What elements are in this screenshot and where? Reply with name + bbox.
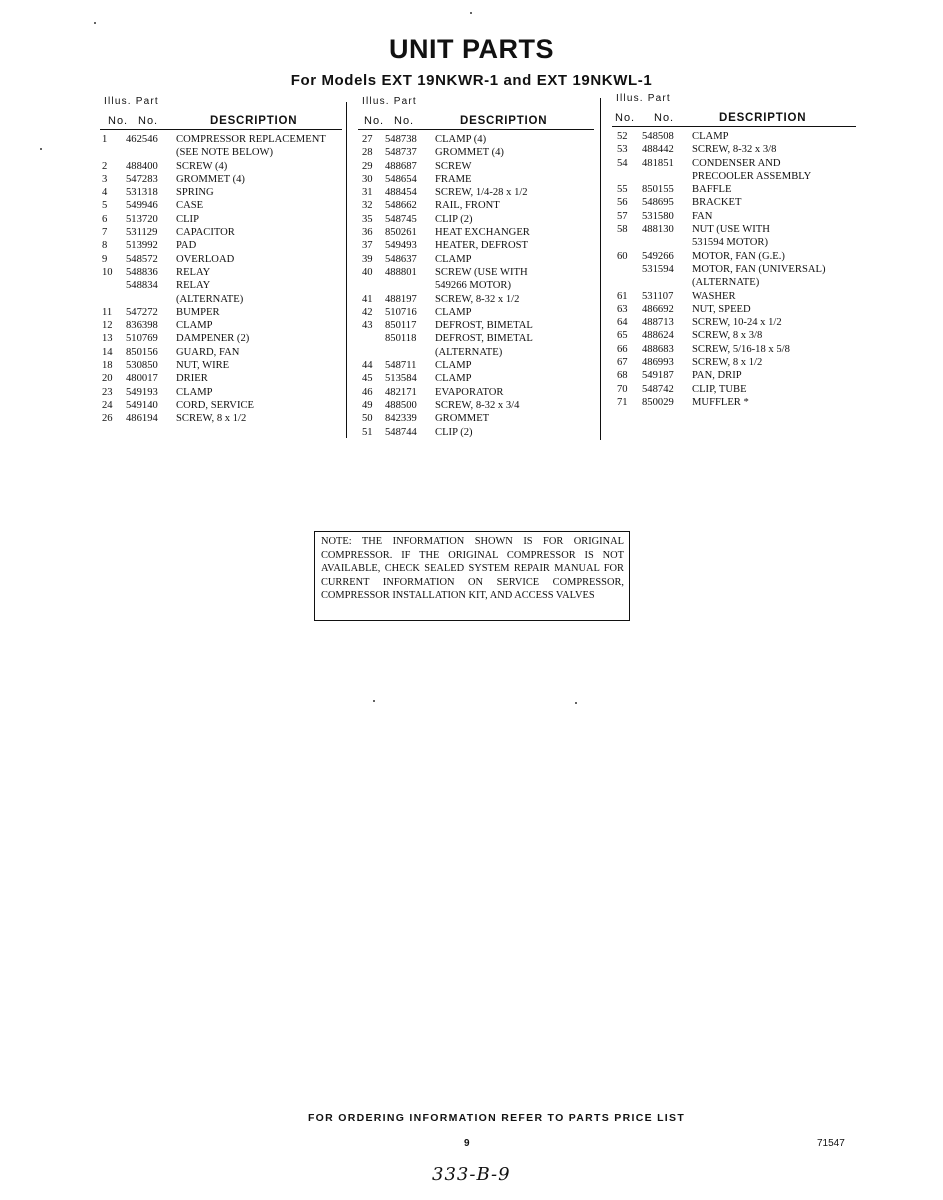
illus-number: 13 [102,333,113,345]
part-description: FRAME [435,173,472,185]
compressor-note-box: NOTE: THE INFORMATION SHOWN IS FOR ORIGINAL COMPRESSOR. IF THE ORIGINAL COMPRESSOR IS NOT AVAILABLE, CHECK SEALED SYSTEM REPAIR MANUAL FOR CURRENT INFORMATION ON SERVICE COMPRESSOR, COMPRESSOR INSTALLATION KIT, AND ACCESS VALVES [314,531,630,621]
column-header-illus-no: No. [615,112,636,124]
part-description: GROMMET (4) [435,147,504,159]
parts-row [358,239,594,252]
part-description: SCREW, 5/16-18 x 5/8 [692,343,790,355]
part-description: PRECOOLER ASSEMBLY [692,170,812,182]
part-number: 486993 [642,357,674,369]
part-description: COMPRESSOR REPLACEMENT [176,134,326,145]
part-number: 488801 [385,266,417,278]
part-number: 548745 [385,213,417,225]
ordering-footer: FOR ORDERING INFORMATION REFER TO PARTS PRICE LIST [307,1112,686,1124]
part-number: 548744 [385,426,417,438]
column-divider [346,102,347,438]
parts-row [612,316,856,329]
illus-number: 27 [362,134,373,145]
part-description: CONDENSER AND [692,157,781,169]
part-number: 513584 [385,373,417,385]
parts-row [100,146,342,159]
parts-row [612,170,856,183]
page-subtitle: For Models EXT 19NKWR-1 and EXT 19NKWL-1 [290,72,653,89]
part-description: MOTOR, FAN (G.E.) [692,250,785,262]
part-description: SCREW, 8 x 1/2 [692,357,763,369]
parts-row [358,306,594,319]
part-number: 531594 [642,263,674,275]
part-description: RAIL, FRONT [435,200,500,212]
parts-row [100,160,342,173]
parts-row [612,290,856,303]
parts-row [358,173,594,186]
illus-number: 7 [102,227,108,239]
part-number: 481851 [642,157,674,169]
part-description: SCREW, 8 x 3/8 [692,330,763,342]
parts-row [358,199,594,212]
column-header-description: DESCRIPTION [719,112,807,124]
part-number: 531129 [126,227,158,239]
parts-row [612,356,856,369]
parts-row [100,346,342,359]
illus-number: 43 [362,320,373,332]
illus-number: 10 [102,266,113,278]
part-description: MUFFLER * [692,396,749,408]
illus-number: 53 [617,144,628,156]
part-number: 488500 [385,399,417,411]
parts-row [612,236,856,249]
part-number: 488454 [385,187,417,199]
page-title: UNIT PARTS [389,34,554,64]
illus-number: 1 [102,134,108,145]
part-description: PAN, DRIP [692,370,742,382]
illus-number: 4 [102,187,108,199]
parts-row [100,372,342,385]
part-number: 513992 [126,240,158,252]
illus-number: 57 [617,210,628,222]
part-description: (ALTERNATE) [692,277,760,289]
part-description: BAFFLE [692,184,732,196]
part-description: CLIP [176,213,199,225]
part-number: 549140 [126,399,158,411]
part-description: CLAMP [435,373,472,385]
part-number: 486194 [126,413,158,425]
part-description: CAPACITOR [176,227,235,239]
column-header-description: DESCRIPTION [210,115,298,127]
part-description: DEFROST, BIMETAL [435,333,533,345]
parts-row [612,210,856,223]
illus-number: 42 [362,306,373,318]
part-number: 549193 [126,386,158,398]
part-number: 488130 [642,224,674,236]
illus-number: 18 [102,360,113,372]
part-description: MOTOR, FAN (UNIVERSAL) [692,263,826,275]
part-number: 549493 [385,240,417,252]
part-number: 549266 [642,250,674,262]
part-number: 836398 [126,320,158,332]
illus-number: 64 [617,317,628,329]
illus-number: 8 [102,240,108,252]
column-group-label: Illus. Part [104,96,159,107]
illus-number: 5 [102,200,108,212]
parts-row [358,399,594,412]
handwritten-mark: 333-B-9 [432,1164,511,1185]
part-description: GROMMET (4) [176,173,245,185]
scan-speck [470,12,472,14]
illus-number: 61 [617,290,628,302]
column-header-row [100,115,342,130]
parts-row [100,412,342,425]
illus-number: 50 [362,413,373,425]
illus-number: 40 [362,266,373,278]
parts-row [100,133,342,146]
part-number: 547283 [126,173,158,185]
illus-number: 36 [362,227,373,239]
part-number: 548695 [642,197,674,209]
illus-number: 54 [617,157,628,169]
part-description: OVERLOAD [176,253,235,265]
parts-row [100,253,342,266]
parts-row [612,250,856,263]
part-description: RELAY [176,280,211,292]
part-number: 530850 [126,360,158,372]
parts-row [612,196,856,209]
parts-rows [612,130,856,409]
part-description: SCREW, 8-32 x 1/2 [435,293,520,305]
parts-row [358,279,594,292]
part-number: 549187 [642,370,674,382]
part-description: CASE [176,200,204,212]
part-number: 548742 [642,383,674,395]
part-description: CORD, SERVICE [176,399,255,411]
part-description: NUT, SPEED [692,303,751,315]
parts-row [358,319,594,332]
part-description: SCREW [435,160,472,172]
illus-number: 67 [617,357,628,369]
illus-number: 56 [617,197,628,209]
part-number: 480017 [126,373,158,385]
part-description: 549266 MOTOR) [435,280,512,292]
part-number: 488624 [642,330,674,342]
illus-number: 3 [102,173,108,185]
part-description: SCREW, 8-32 x 3/8 [692,144,777,156]
parts-row [612,143,856,156]
parts-row [358,359,594,372]
parts-row [100,359,342,372]
part-number: 510716 [385,306,417,318]
illus-number: 66 [617,343,628,355]
part-number: 488683 [642,343,674,355]
parts-row [612,329,856,342]
part-description: SCREW, 8-32 x 3/4 [435,399,520,411]
part-number: 850118 [385,333,417,345]
part-description: HEAT EXCHANGER [435,227,530,239]
illus-number: 58 [617,224,628,236]
part-description: HEATER, DEFROST [435,240,528,252]
illus-number: 65 [617,330,628,342]
part-number: 488713 [642,317,674,329]
part-description: CLAMP [176,320,213,332]
illus-number: 12 [102,320,113,332]
parts-row [612,183,856,196]
parts-row [358,386,594,399]
part-number: 548834 [126,280,158,292]
part-description: CLIP (2) [435,426,473,438]
illus-number: 37 [362,240,373,252]
part-description: BUMPER [176,306,220,318]
scan-speck [373,700,375,702]
illus-number: 14 [102,346,113,358]
part-number: 510769 [126,333,158,345]
illus-number: 6 [102,213,108,225]
illus-number: 70 [617,383,628,395]
parts-row [358,426,594,439]
illus-number: 24 [102,399,113,411]
part-number: 548572 [126,253,158,265]
part-number: 548654 [385,173,417,185]
part-description: CLAMP (4) [435,134,487,145]
parts-row [358,186,594,199]
part-description: FAN [692,210,713,222]
illus-number: 20 [102,373,113,385]
parts-row [100,226,342,239]
illus-number: 26 [102,413,113,425]
illus-number: 55 [617,184,628,196]
illus-number: 45 [362,373,373,385]
parts-row [358,160,594,173]
scan-speck [94,22,96,24]
parts-row [358,346,594,359]
parts-rows [358,133,594,439]
part-number: 548662 [385,200,417,212]
parts-row [612,303,856,316]
parts-row [358,226,594,239]
part-description: CLAMP [435,253,472,265]
parts-row [100,293,342,306]
part-description: SCREW, 10-24 x 1/2 [692,317,782,329]
parts-row [100,266,342,279]
part-description: BRACKET [692,197,742,209]
column-divider [600,98,601,440]
part-number: 850155 [642,184,674,196]
illus-number: 35 [362,213,373,225]
part-number: 488442 [642,144,674,156]
part-description: RELAY [176,266,211,278]
part-number: 531107 [642,290,674,302]
page-number: 9 [464,1138,470,1149]
part-description: SPRING [176,187,214,199]
illus-number: 11 [102,306,113,318]
parts-row [612,369,856,382]
illus-number: 44 [362,360,373,372]
parts-row [358,253,594,266]
part-description: CLAMP [176,386,213,398]
part-number: 850029 [642,396,674,408]
part-number: 548508 [642,131,674,142]
illus-number: 41 [362,293,373,305]
parts-row [358,372,594,385]
parts-row [612,263,856,276]
parts-row [100,239,342,252]
part-description: DRIER [176,373,208,385]
parts-row [100,173,342,186]
part-number: 513720 [126,213,158,225]
part-number: 548738 [385,134,417,145]
column-header-illus-no: No. [108,115,129,127]
illus-number: 9 [102,253,108,265]
column-header-part-no: No. [138,115,159,127]
parts-row [358,213,594,226]
part-number: 486692 [642,303,674,315]
illus-number: 31 [362,187,373,199]
part-description: (ALTERNATE) [176,293,244,305]
part-number: 842339 [385,413,417,425]
illus-number: 46 [362,386,373,398]
illus-number: 68 [617,370,628,382]
part-number: 548711 [385,360,417,372]
parts-row [612,223,856,236]
part-number: 850261 [385,227,417,239]
part-number: 548737 [385,147,417,159]
part-description: (ALTERNATE) [435,346,503,358]
parts-row [612,396,856,409]
illus-number: 39 [362,253,373,265]
part-number: 547272 [126,306,158,318]
parts-row [358,266,594,279]
part-number: 531580 [642,210,674,222]
part-description: CLAMP [692,131,729,142]
parts-row [358,146,594,159]
part-description: WASHER [692,290,736,302]
parts-row [612,343,856,356]
column-header-description: DESCRIPTION [460,115,548,127]
parts-row [100,399,342,412]
part-number: 488197 [385,293,417,305]
parts-row [612,130,856,143]
column-group-label: Illus. Part [616,93,671,104]
illus-number: 28 [362,147,373,159]
illus-number: 23 [102,386,113,398]
illus-number: 51 [362,426,373,438]
illus-number: 29 [362,160,373,172]
column-header-row [612,112,856,127]
part-number: 488400 [126,160,158,172]
illus-number: 71 [617,396,628,408]
part-description: SCREW (USE WITH [435,266,528,278]
part-number: 548637 [385,253,417,265]
scan-speck [575,702,577,704]
illus-number: 2 [102,160,108,172]
parts-row [100,213,342,226]
part-number: 488687 [385,160,417,172]
illus-number: 32 [362,200,373,212]
part-description: DAMPENER (2) [176,333,250,345]
part-description: NUT, WIRE [176,360,230,372]
part-description: CLAMP [435,360,472,372]
illus-number: 52 [617,131,628,142]
parts-row [358,412,594,425]
part-number: 549946 [126,200,158,212]
parts-row [100,199,342,212]
part-description: (SEE NOTE BELOW) [176,147,274,159]
parts-row [612,276,856,289]
column-header-part-no: No. [654,112,675,124]
parts-row [100,319,342,332]
part-description: CLAMP [435,306,472,318]
parts-row [100,306,342,319]
parts-row [100,332,342,345]
part-number: 850156 [126,346,158,358]
document-number: 71547 [817,1138,845,1149]
parts-row [612,383,856,396]
column-header-part-no: No. [394,115,415,127]
column-header-row [358,115,594,130]
scan-speck [40,148,42,150]
part-description: 531594 MOTOR) [692,237,769,249]
part-description: CLIP, TUBE [692,383,747,395]
illus-number: 63 [617,303,628,315]
part-number: 531318 [126,187,158,199]
part-number: 462546 [126,134,158,145]
column-header-illus-no: No. [364,115,385,127]
part-description: EVAPORATOR [435,386,504,398]
part-description: GROMMET [435,413,490,425]
illus-number: 60 [617,250,628,262]
part-number: 850117 [385,320,417,332]
part-description: SCREW, 1/4-28 x 1/2 [435,187,528,199]
part-number: 548836 [126,266,158,278]
part-description: CLIP (2) [435,213,473,225]
parts-row [612,157,856,170]
part-description: NUT (USE WITH [692,224,770,236]
illus-number: 49 [362,399,373,411]
parts-row [358,293,594,306]
parts-row [358,133,594,146]
parts-row [100,386,342,399]
part-description: SCREW (4) [176,160,228,172]
part-description: SCREW, 8 x 1/2 [176,413,247,425]
illus-number: 30 [362,173,373,185]
part-description: PAD [176,240,197,252]
part-number: 482171 [385,386,417,398]
parts-rows [100,133,342,426]
parts-row [100,186,342,199]
parts-row [358,332,594,345]
parts-row [100,279,342,292]
part-description: DEFROST, BIMETAL [435,320,533,332]
part-description: GUARD, FAN [176,346,240,358]
column-group-label: Illus. Part [362,96,417,107]
